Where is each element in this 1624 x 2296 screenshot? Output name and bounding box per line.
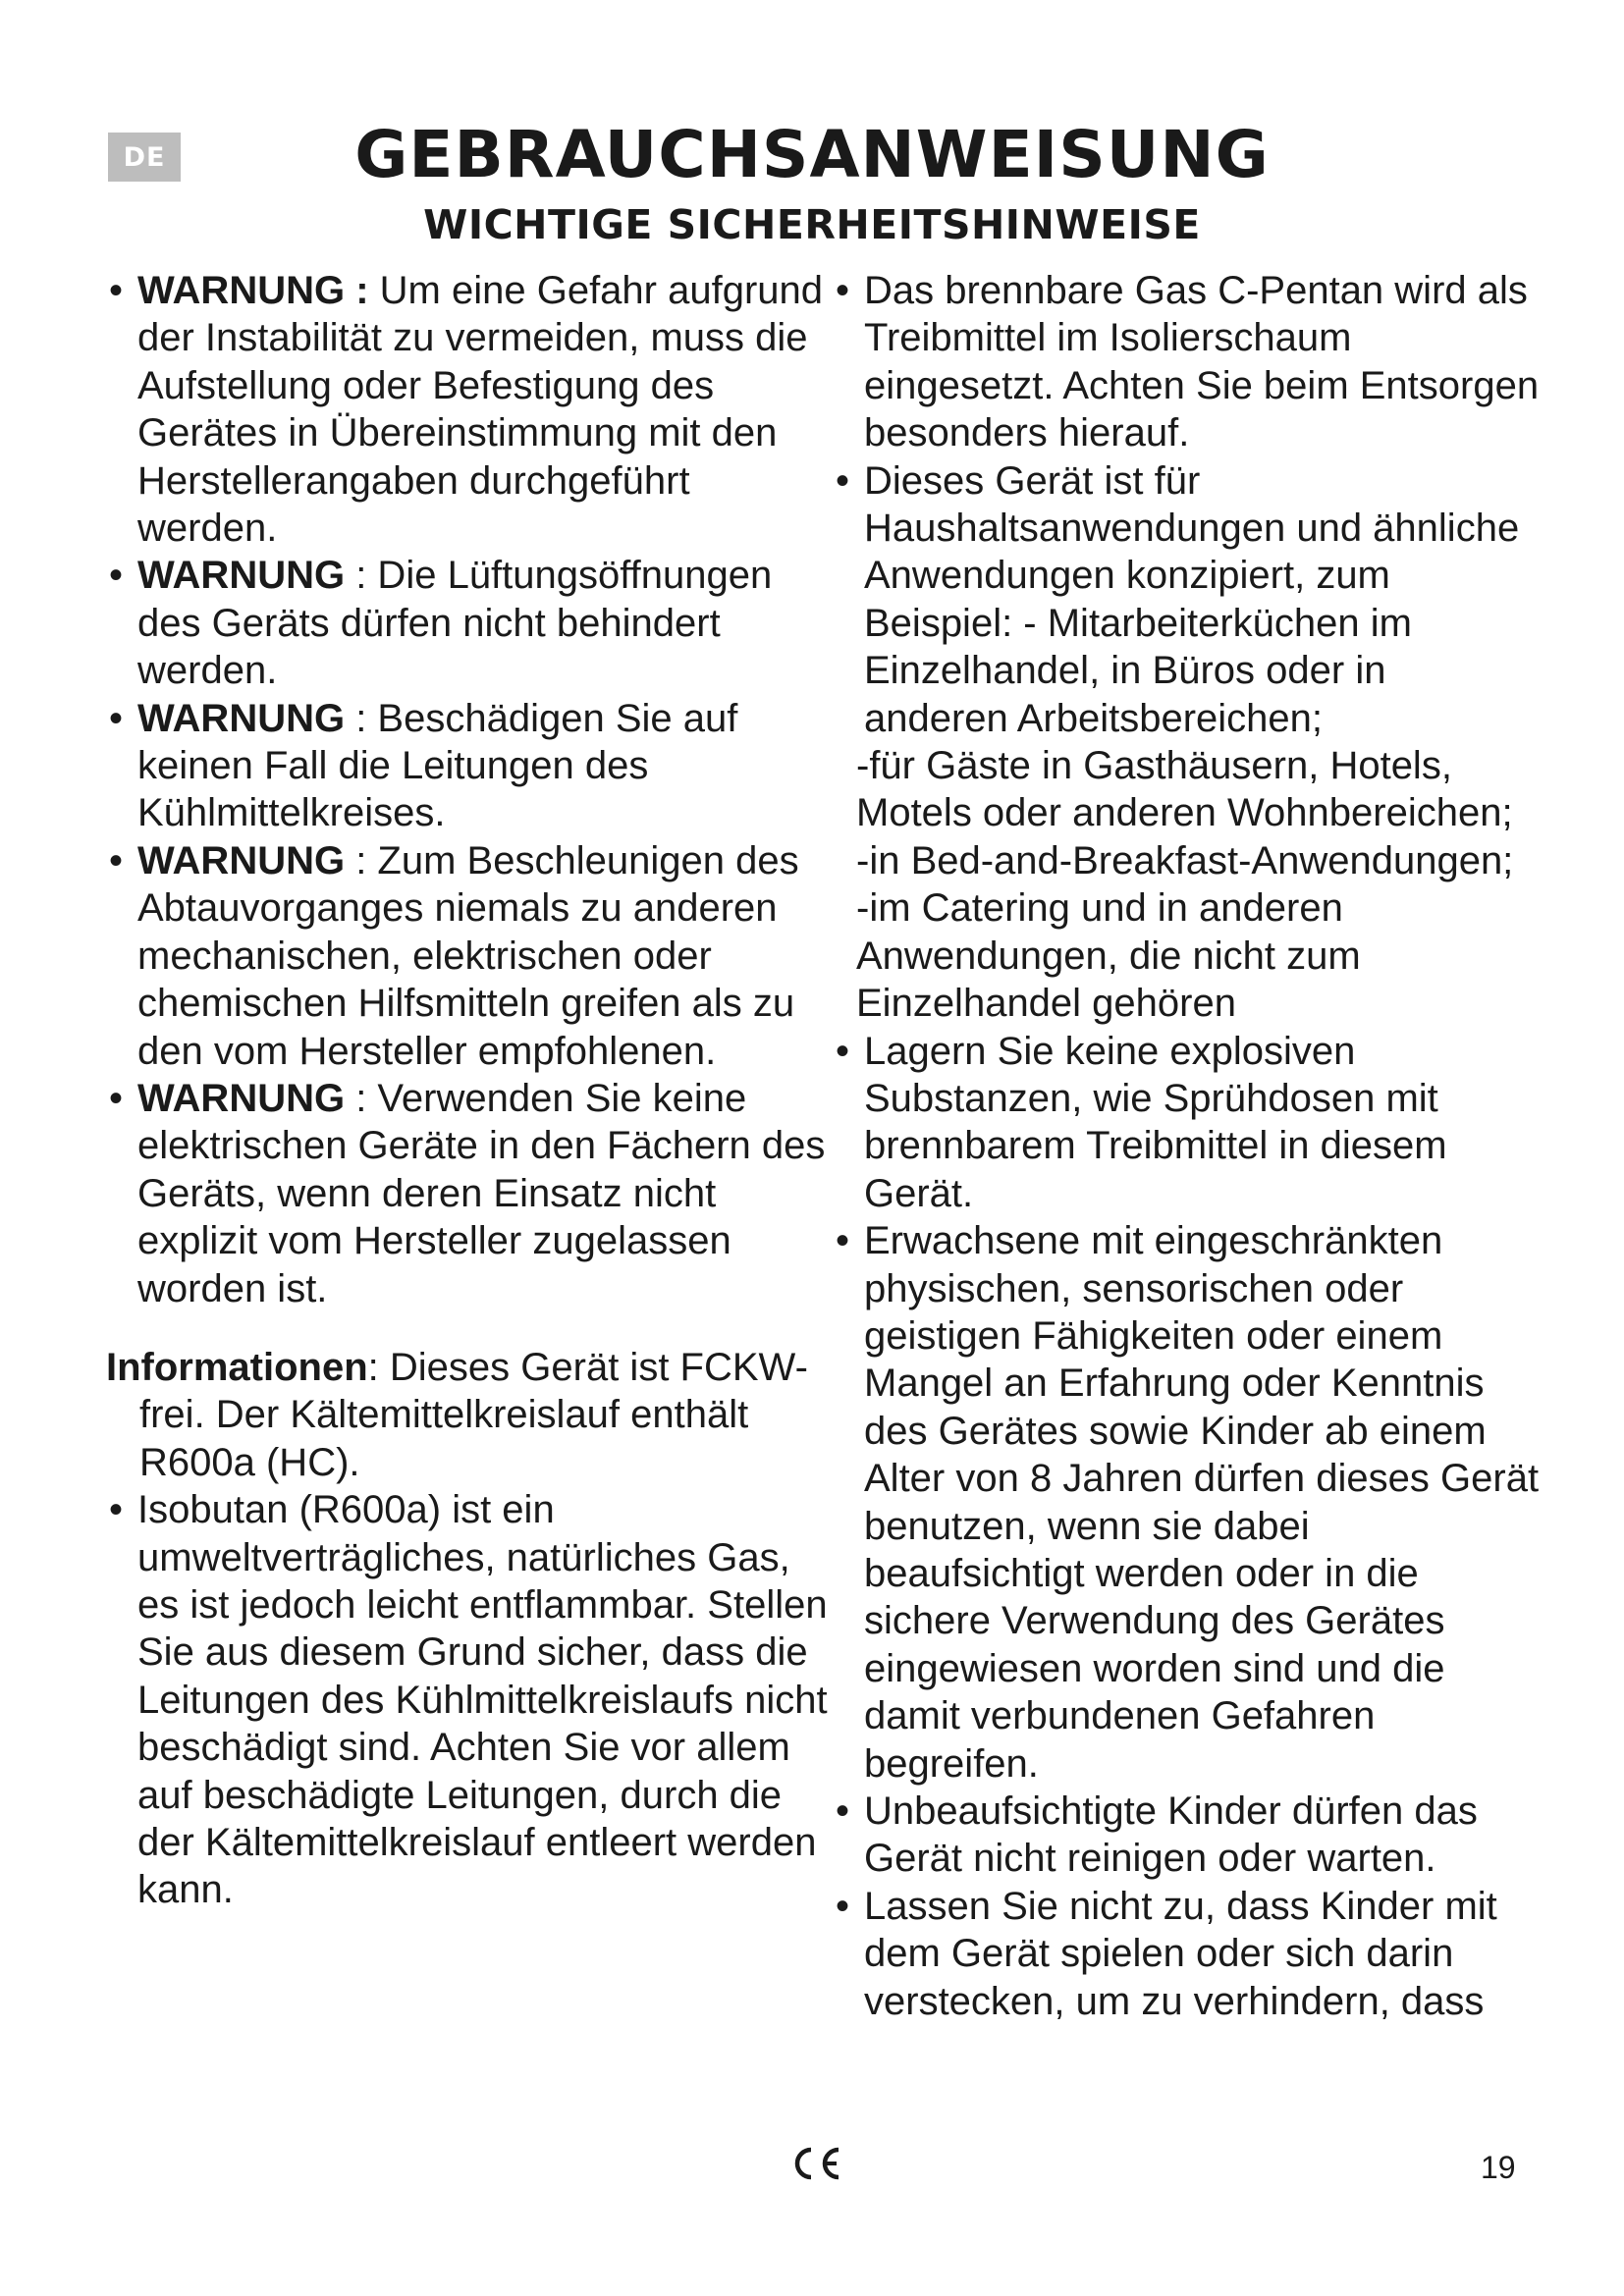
list-item-text: Lassen Sie nicht zu, dass Kinder mit dem Gerät spielen oder sich darin verstecken, um zu verhindern, dass [864, 1884, 1497, 2023]
list-item-text: Unbeaufsichtigte Kinder dürfen das Gerät nicht reinigen oder warten. [864, 1789, 1478, 1881]
bullet-icon: • [108, 554, 123, 598]
bullet-icon: • [835, 1029, 849, 1073]
info-paragraph [106, 1344, 833, 1486]
list-item [833, 1788, 1540, 1883]
sub-item-text: -für Gäste in Gasthäusern, Hotels, Motels oder anderen Wohnbereichen; [856, 744, 1513, 835]
language-badge: DE [108, 133, 181, 182]
list-item-text: Das brennbare Gas C-Pentan wird als Treibmittel im Isolierschaum eingesetzt. Achten Sie beim Entsorgen besonders hierauf. [864, 269, 1540, 455]
safety-list [833, 267, 1540, 2025]
bullet-icon: • [835, 458, 849, 503]
sub-item-text: -im Catering und in anderen Anwendungen, die nicht zum Einzelhandel gehören [856, 886, 1361, 1026]
list-item [833, 1028, 1540, 1218]
page-title: GEBRAUCHSANWEISUNG [354, 117, 1270, 192]
section-subtitle: WICHTIGE SICHERHEITSHINWEISE [423, 201, 1201, 248]
right-column [833, 267, 1540, 2025]
bullet-icon: • [835, 1219, 849, 1263]
bullet-icon: • [835, 1884, 849, 1928]
sub-item-text: -in Bed-and-Breakfast-Anwendungen; [856, 838, 1514, 882]
warning-keyword: WARNUNG [137, 696, 346, 740]
list-item [833, 1217, 1540, 1788]
list-item-text: Lagern Sie keine explosiven Substanzen, wie Sprühdosen mit brennbarem Treibmittel in diesem Gerät. [864, 1029, 1447, 1215]
warning-text: Um eine Gefahr aufgrund der Instabilität zu vermeiden, muss die Aufstellung oder Befestigung des Gerätes in Übereinstimmung mit den Herstellerangaben durchgeführt werden. [137, 269, 824, 551]
ce-mark-icon [787, 2144, 846, 2183]
list-item-text: Erwachsene mit eingeschränkten physischen, sensorischen oder geistigen Fähigkeiten oder einem Mangel an Erfahrung oder Kenntnis des Gerätes sowie Kinder ab einem Alter von 8 Jahren dürfen dieses Gerät benutzen, wenn sie dabei beaufsichtigt werden oder in die sichere Verwendung des Gerätes eingewiesen worden sind und die damit verbundenen Gefahren begreifen. [864, 1219, 1540, 1786]
warning-text: : Zum Beschleunigen des Abtauvorganges niemals zu anderen mechanischen, elektrischen oder chemischen Hilfsmitteln greifen als zu den vom Hersteller empfohlenen. [137, 838, 799, 1073]
warning-keyword: WARNUNG [137, 554, 346, 598]
info-text: : Dieses Gerät ist FCKW-frei. Der Kältemittelkreislauf enthält R600a (HC). [139, 1345, 808, 1484]
page-number: 19 [1481, 2150, 1516, 2185]
bullet-icon: • [108, 1076, 123, 1120]
warning-text: : Beschädigen Sie auf keinen Fall die Leitungen des Kühlmittelkreises. [137, 696, 738, 835]
sub-item [833, 884, 1540, 1027]
list-item [833, 267, 1540, 457]
bullet-icon: • [835, 269, 849, 312]
left-column [106, 267, 833, 1914]
bullet-icon: • [108, 838, 123, 882]
warning-item [106, 695, 833, 837]
info-list [106, 1486, 833, 1914]
warning-item [106, 837, 833, 1075]
info-keyword: Informationen [106, 1345, 368, 1389]
list-item-text: Dieses Gerät ist für Haushaltsanwendungen und ähnliche Anwendungen konzipiert, zum Beispiel: - Mitarbeiterküchen im Einzelhandel, in Büros oder in anderen Arbeitsbereichen; [864, 458, 1520, 740]
warning-keyword: WARNUNG : [137, 269, 369, 312]
isobutan-text: Isobutan (R600a) ist ein umweltverträgliches, natürliches Gas, es ist jedoch leicht entflammbar. Stellen Sie aus diesem Grund sicher, dass die Leitungen des Kühlmittelkreislaufs nicht beschädigt sind. Achten Sie vor allem auf beschädigte Leitungen, durch die der Kältemittelkreislauf entleert werden kann. [137, 1488, 828, 1912]
warning-keyword: WARNUNG [137, 1076, 346, 1120]
sub-item [833, 742, 1540, 837]
warning-item [106, 552, 833, 694]
bullet-icon: • [835, 1789, 849, 1833]
list-item [833, 457, 1540, 742]
list-item [833, 1883, 1540, 2025]
warning-item [106, 1075, 833, 1312]
bullet-icon: • [108, 1488, 123, 1532]
list-item [106, 1486, 833, 1914]
sub-item [833, 837, 1540, 884]
warning-text: : Verwenden Sie keine elektrischen Geräte in den Fächern des Geräts, wenn deren Einsatz nicht explizit vom Hersteller zugelassen worden ist. [137, 1076, 826, 1310]
warning-text: : Die Lüftungsöffnungen des Geräts dürfen nicht behindert werden. [137, 554, 773, 693]
warning-item [106, 267, 833, 552]
bullet-icon: • [108, 696, 123, 740]
bullet-icon: • [108, 269, 123, 312]
warning-keyword: WARNUNG [137, 838, 346, 882]
warning-list [106, 267, 833, 1312]
